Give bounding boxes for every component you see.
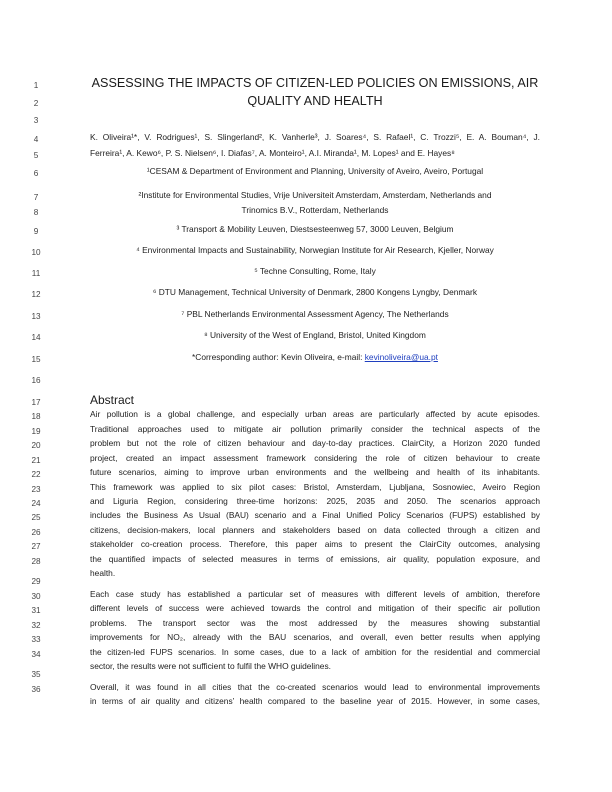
affiliation: ²Institute for Environmental Studies, Vrije Universiteit Amsterdam, Amsterdam, Netherlands and bbox=[138, 190, 492, 200]
line-number: 29 bbox=[31, 577, 41, 586]
abstract-line: Each case study has established a particular set of measures with different levels of ambition, therefore bbox=[90, 589, 540, 599]
corresponding-author bbox=[90, 352, 540, 363]
abstract-line: Air pollution is a global challenge, and especially urban areas are particularly affected by acute episodes. bbox=[90, 409, 540, 419]
line-number: 28 bbox=[31, 557, 41, 566]
line-number: 23 bbox=[31, 485, 41, 494]
line-number: 12 bbox=[31, 290, 41, 299]
abstract-line: the citizen-led FUPS scenarios. In some cases, due to a lack of ambition for the residential and commercial bbox=[90, 647, 540, 657]
line-number: 27 bbox=[31, 542, 41, 551]
line-number: 2 bbox=[33, 99, 39, 108]
line-number: 5 bbox=[33, 151, 39, 160]
abstract-line: stakeholder co-creation process. Therefore, this paper aims to present the ClairCity outcomes, analysing bbox=[90, 539, 540, 549]
line-number: 31 bbox=[31, 606, 41, 615]
line-number: 10 bbox=[31, 248, 41, 257]
affiliation: ¹CESAM & Department of Environment and Planning, University of Aveiro, Aveiro, Portugal bbox=[146, 166, 484, 176]
line-number: 25 bbox=[31, 513, 41, 522]
affiliation: ⁶ DTU Management, Technical University of Denmark, 2800 Kongens Lyngby, Denmark bbox=[152, 287, 478, 297]
line-number: 36 bbox=[31, 685, 41, 694]
abstract-line: problems. The transport sector was the most addressed by the measures showing substantial bbox=[90, 618, 540, 628]
affiliation: ⁴ Environmental Impacts and Sustainability, Norwegian Institute for Air Research, Kjeller, Norway bbox=[136, 245, 494, 255]
line-number: 26 bbox=[31, 528, 41, 537]
line-number: 4 bbox=[33, 135, 39, 144]
line-number: 13 bbox=[31, 312, 41, 321]
line-number: 9 bbox=[33, 227, 39, 236]
line-number: 30 bbox=[31, 592, 41, 601]
email-link[interactable]: kevinoliveira@ua.pt bbox=[364, 352, 438, 362]
line-number: 22 bbox=[31, 470, 41, 479]
line-number: 3 bbox=[33, 116, 39, 125]
line-number: 7 bbox=[33, 193, 39, 202]
line-number: 6 bbox=[33, 169, 39, 178]
affiliation: ⁸ University of the West of England, Bristol, United Kingdom bbox=[204, 330, 426, 340]
paper-title-line: QUALITY AND HEALTH bbox=[247, 96, 383, 107]
line-number: 33 bbox=[31, 635, 41, 644]
abstract-line: improvements for NO₂, already with the BAU scenarios, and overall, even better results when applying bbox=[90, 632, 540, 642]
abstract-line: different levels of success were achieved towards the control and mitigation of their specific air pollution bbox=[90, 603, 540, 613]
paper-title-line: ASSESSING THE IMPACTS OF CITIZEN-LED POLICIES ON EMISSIONS, AIR bbox=[91, 78, 539, 89]
line-number: 17 bbox=[31, 398, 41, 407]
affiliation: Trinomics B.V., Rotterdam, Netherlands bbox=[241, 205, 389, 215]
abstract-line: Overall, it was found in all cities that the co-created scenarios would lead to environmental improvements bbox=[90, 682, 540, 692]
affiliation: ⁷ PBL Netherlands Environmental Assessment Agency, The Netherlands bbox=[181, 309, 449, 319]
line-number: 32 bbox=[31, 621, 41, 630]
line-number: 35 bbox=[31, 670, 41, 679]
abstract-line: This framework was applied to six pilot cases: Bristol, Amsterdam, Ljubljana, Sosnowiec, Aveiro Region bbox=[90, 482, 540, 492]
abstract-line: health. bbox=[90, 568, 116, 578]
line-number: 14 bbox=[31, 333, 41, 342]
line-number: 8 bbox=[33, 208, 39, 217]
line-number: 34 bbox=[31, 650, 41, 659]
abstract-line: in terms of air quality and citizens’ health compared to the baseline year of 2015. However, in some cases, bbox=[90, 696, 540, 706]
abstract-line: Traditional approaches used to mitigate air pollution primarily consider the technical aspects of the bbox=[90, 424, 540, 434]
corresponding-author-label: *Corresponding author: Kevin Oliveira, e-mail: bbox=[192, 352, 365, 362]
line-number: 21 bbox=[31, 456, 41, 465]
abstract-line: and Liguria Region, considering three-time horizons: 2025, 2035 and 2050. The scenarios approach bbox=[90, 496, 540, 506]
abstract-line: includes the Business As Usual (BAU) scenario and a Final Unified Policy Scenarios (FUPS) established by bbox=[90, 510, 540, 520]
abstract-heading: Abstract bbox=[90, 395, 135, 406]
abstract-line: citizens, decision-makers, local planners and stakeholders based on data collected through a citizen and bbox=[90, 525, 540, 535]
affiliation: ³ Transport & Mobility Leuven, Diestsesteenweg 57, 3000 Leuven, Belgium bbox=[176, 224, 454, 234]
line-number: 15 bbox=[31, 355, 41, 364]
line-number: 24 bbox=[31, 499, 41, 508]
line-number: 18 bbox=[31, 412, 41, 421]
line-number: 11 bbox=[31, 269, 41, 278]
line-number: 16 bbox=[31, 376, 41, 385]
line-number: 19 bbox=[31, 427, 41, 436]
abstract-line: future scenarios, aiming to improve urban environments and the wellbeing and health of its inhabitants. bbox=[90, 467, 540, 477]
abstract-line: project, created an impact assessment framework considering the role of citizen behaviour to create bbox=[90, 453, 540, 463]
author-list-line: K. Oliveira¹*, V. Rodrigues¹, S. Slingerland², K. Vanherle³, J. Soares⁴, S. Rafael¹, C. Trozzi⁵, E. A. Bouman⁴, J. bbox=[90, 132, 540, 142]
author-list-line: Ferreira¹, A. Kewo⁶, P. S. Nielsen⁶, I. Diafas⁷, A. Monteiro¹, A.I. Miranda¹, M. Lopes¹ and E. Hayes⁸ bbox=[90, 148, 455, 158]
line-number: 1 bbox=[33, 81, 39, 90]
abstract-line: the quantified impacts of selected measures in terms of emissions, air quality, population exposure, and bbox=[90, 554, 540, 564]
affiliation: ⁵ Techne Consulting, Rome, Italy bbox=[254, 266, 376, 276]
abstract-line: problem but not the role of citizen behaviour and day-to-day practices. ClairCity, a Horizon 2020 funded bbox=[90, 438, 540, 448]
abstract-line: sector, the results were not sufficient to fulfil the WHO guidelines. bbox=[90, 661, 331, 671]
line-number: 20 bbox=[31, 441, 41, 450]
